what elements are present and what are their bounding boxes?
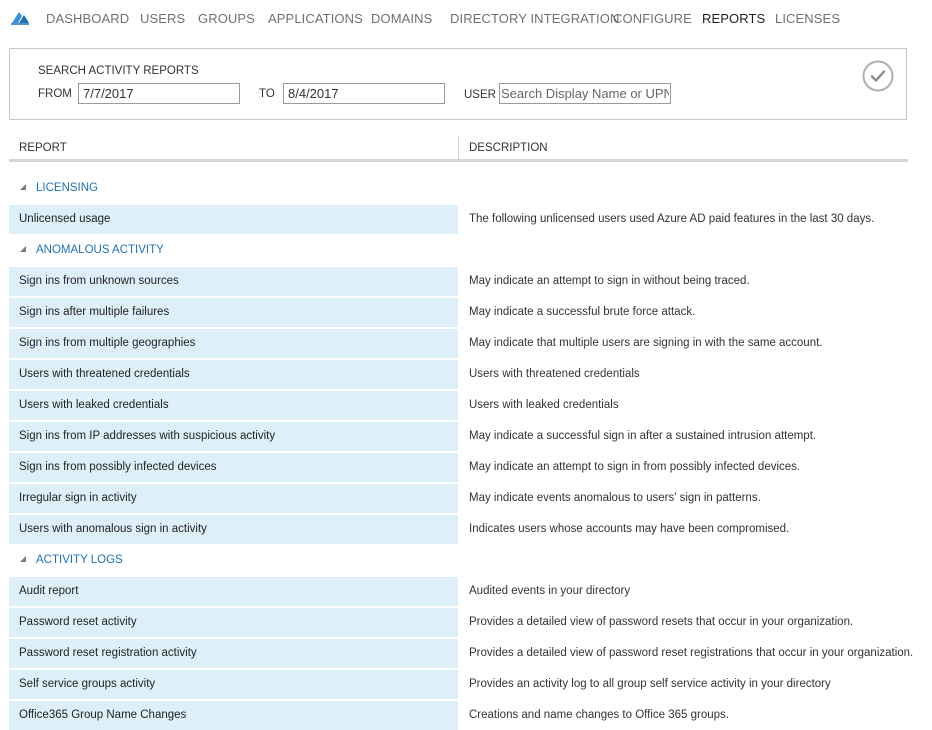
group-label: LICENSING: [36, 182, 98, 194]
group-header-licensing[interactable]: [9, 174, 908, 203]
report-description: The following unlicensed users used Azure AD paid features in the last 30 days.: [469, 213, 875, 225]
nav-item-configure[interactable]: CONFIGURE: [613, 11, 692, 26]
nav-item-licenses[interactable]: LICENSES: [775, 11, 841, 26]
report-description: May indicate a successful brute force attack.: [469, 306, 696, 318]
group-header-activity-logs[interactable]: [9, 546, 908, 575]
search-activity-panel: [9, 48, 907, 120]
checkmark-circle-icon[interactable]: [862, 60, 894, 92]
nav-item-groups[interactable]: GROUPS: [198, 11, 255, 26]
group-label: ANOMALOUS ACTIVITY: [36, 244, 164, 256]
report-description: Creations and name changes to Office 365 groups.: [469, 709, 729, 721]
nav-item-reports[interactable]: REPORTS: [702, 11, 766, 26]
from-date-input[interactable]: [78, 83, 240, 104]
collapse-triangle-icon[interactable]: [20, 184, 26, 190]
report-name[interactable]: Self service groups activity: [9, 670, 458, 699]
report-name[interactable]: Audit report: [9, 577, 458, 606]
report-name[interactable]: Irregular sign in activity: [9, 484, 458, 513]
report-name[interactable]: Password reset registration activity: [9, 639, 458, 668]
azure-logo-icon[interactable]: [10, 10, 30, 26]
column-divider: [458, 136, 459, 160]
report-row[interactable]: [9, 515, 908, 544]
group-label: ACTIVITY LOGS: [36, 554, 123, 566]
report-row[interactable]: [9, 608, 908, 637]
report-description: May indicate a successful sign in after a sustained intrusion attempt.: [469, 430, 817, 442]
report-name[interactable]: Sign ins after multiple failures: [9, 298, 458, 327]
to-label: TO: [259, 88, 275, 100]
report-row[interactable]: [9, 360, 908, 389]
report-description: Provides an activity log to all group self service activity in your directory: [469, 678, 831, 690]
report-description: Audited events in your directory: [469, 585, 631, 597]
report-row[interactable]: [9, 670, 908, 699]
top-navigation: [0, 0, 932, 38]
report-description: Users with leaked credentials: [469, 399, 619, 411]
report-description: Indicates users whose accounts may have been compromised.: [469, 523, 790, 535]
report-description: May indicate an attempt to sign in from possibly infected devices.: [469, 461, 801, 473]
report-row[interactable]: [9, 484, 908, 513]
search-panel-title: SEARCH ACTIVITY REPORTS: [38, 65, 199, 77]
report-name[interactable]: Office365 Group Name Changes: [9, 701, 458, 730]
report-row[interactable]: [9, 639, 914, 668]
report-name[interactable]: Users with threatened credentials: [9, 360, 458, 389]
report-row[interactable]: [9, 298, 908, 327]
to-date-input[interactable]: [283, 83, 445, 104]
user-label: USER: [464, 89, 496, 101]
collapse-triangle-icon[interactable]: [20, 556, 26, 562]
group-header-anomalous-activity[interactable]: [9, 236, 908, 265]
column-header-report[interactable]: REPORT: [19, 142, 67, 154]
report-name[interactable]: Sign ins from multiple geographies: [9, 329, 458, 358]
from-label: FROM: [38, 88, 72, 100]
nav-item-domains[interactable]: DOMAINS: [371, 11, 433, 26]
nav-item-applications[interactable]: APPLICATIONS: [268, 11, 363, 26]
report-description: May indicate an attempt to sign in without being traced.: [469, 275, 750, 287]
report-row[interactable]: [9, 205, 908, 234]
report-row[interactable]: [9, 422, 908, 451]
report-name[interactable]: Users with leaked credentials: [9, 391, 458, 420]
report-description: May indicate that multiple users are signing in with the same account.: [469, 337, 823, 349]
report-name[interactable]: Unlicensed usage: [9, 205, 458, 234]
report-name[interactable]: Sign ins from possibly infected devices: [9, 453, 458, 482]
nav-item-directory-integration[interactable]: DIRECTORY INTEGRATION: [450, 11, 620, 26]
report-name[interactable]: Password reset activity: [9, 608, 458, 637]
report-name[interactable]: Sign ins from IP addresses with suspicious activity: [9, 422, 458, 451]
report-description: Users with threatened credentials: [469, 368, 640, 380]
column-header-description[interactable]: DESCRIPTION: [469, 142, 548, 154]
report-row[interactable]: [9, 329, 908, 358]
user-search-input[interactable]: [499, 83, 671, 104]
collapse-triangle-icon[interactable]: [20, 246, 26, 252]
report-description: Provides a detailed view of password reset registrations that occur in your organization.: [469, 647, 914, 659]
report-name[interactable]: Users with anomalous sign in activity: [9, 515, 458, 544]
report-row[interactable]: [9, 701, 908, 730]
nav-item-dashboard[interactable]: DASHBOARD: [46, 11, 130, 26]
report-row[interactable]: [9, 267, 908, 296]
report-row[interactable]: [9, 391, 908, 420]
report-row[interactable]: [9, 577, 908, 606]
report-description: May indicate events anomalous to users' sign in patterns.: [469, 492, 761, 504]
nav-item-users[interactable]: USERS: [140, 11, 186, 26]
report-name[interactable]: Sign ins from unknown sources: [9, 267, 458, 296]
header-underline: [9, 159, 908, 162]
report-row[interactable]: [9, 453, 908, 482]
report-description: Provides a detailed view of password resets that occur in your organization.: [469, 616, 854, 628]
